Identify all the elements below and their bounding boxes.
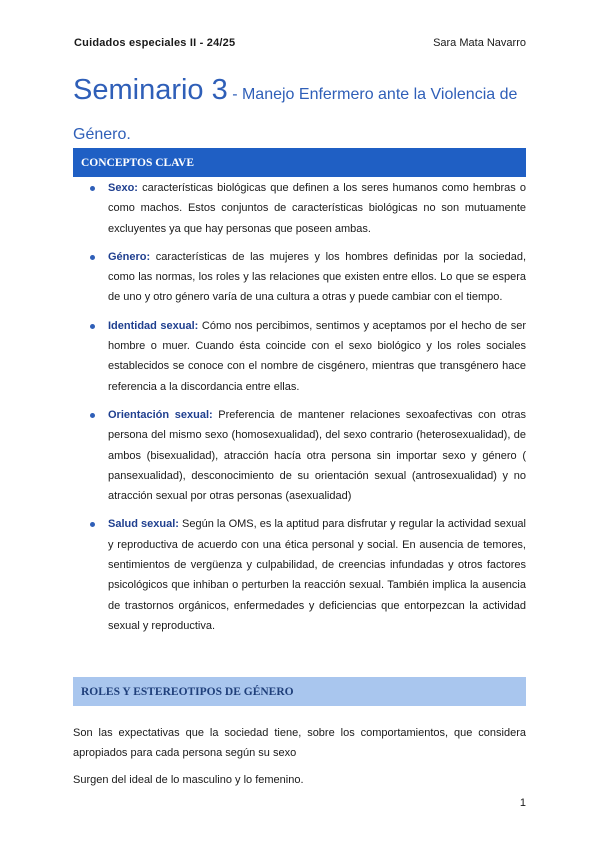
concept-term: Sexo: (108, 182, 138, 194)
page-header (74, 37, 526, 49)
section-heading-concepts: CONCEPTOS CLAVE (73, 148, 526, 177)
bullet-icon (90, 522, 95, 527)
section-heading-roles: ROLES Y ESTEREOTIPOS DE GÉNERO (73, 677, 526, 706)
concept-term: Salud sexual: (108, 518, 179, 531)
roles-paragraph-1: Son las expectativas que la sociedad tiene, sobre los comportamientos, que considera apropiados para cada persona según su sexo (73, 727, 526, 760)
roles-paragraph-2: Surgen del ideal de lo masculino y lo femenino. (73, 774, 304, 786)
course-name: Cuidados especiales II - 24/25 (74, 37, 236, 49)
bullet-icon (90, 255, 95, 260)
list-item (90, 316, 526, 397)
concept-definition: características biológicas que definen a los seres humanos como hembras o como machos. Estos conjuntos de características biológicas no son mutuamente excluyentes ya que hay personas que poseen ambas. (108, 182, 526, 235)
concept-term: Identidad sexual: (108, 319, 199, 332)
concepts-list (90, 178, 526, 644)
concept-term: Orientación sexual: (108, 408, 213, 421)
author-name: Sara Mata Navarro (433, 37, 526, 49)
list-item (90, 405, 526, 506)
list-item (90, 178, 526, 239)
bullet-icon (90, 324, 95, 329)
list-item (90, 514, 526, 636)
page-number: 1 (519, 797, 526, 809)
title-main: Seminario 3 (73, 74, 228, 106)
bullet-icon (90, 413, 95, 418)
concept-definition: Según la OMS, es la aptitud para disfrutar y regular la actividad sexual y reproductiva de acuerdo con una ética personal y social. En ausencia de temores, sentimientos de vergüenza y culpabilidad, de creencias infundadas y otros factores psicológicos que inhiban o perturben la reacción sexual. También implica la ausencia de trastornos orgánicos, enfermedades y deficiencias que entorpezcan la actividad sexual y reproductiva. (108, 518, 526, 632)
bullet-icon (90, 186, 95, 191)
concept-term: Género: (108, 250, 151, 263)
concept-definition: características de las mujeres y los hombres definidas por la sociedad, como las normas, los roles y las relaciones que existen entre ellos. Lo que se espera de uno y otro género varía de una cultura a otras y puede cambiar con el tiempo. (108, 250, 526, 304)
title-subtitle: - Manejo Enfermero ante la Violencia de Género. (73, 86, 518, 143)
page-title (73, 70, 526, 155)
concept-definition: Cómo nos percibimos, sentimos y aceptamos por el hecho de ser hombre o muer. Cuando ésta coincide con el sexo biológico y los roles sociales establecidos se conoce con el nombre de cisgénero, mientras que transgénero hace referencia a la discordancia entre ellas. (108, 319, 526, 393)
list-item (90, 247, 526, 308)
concept-definition: Preferencia de mantener relaciones sexoafectivas con otras persona del mismo sexo (homosexualidad), del sexo contrario (heterosexualidad), de ambos (bisexualidad), atracción hacía otra persona sin importar sexo y género ( pansexualidad), desconocimiento de su orientación sexual (antrosexualidad) y no atracción sexual por otras personas (asexualidad) (108, 408, 527, 503)
